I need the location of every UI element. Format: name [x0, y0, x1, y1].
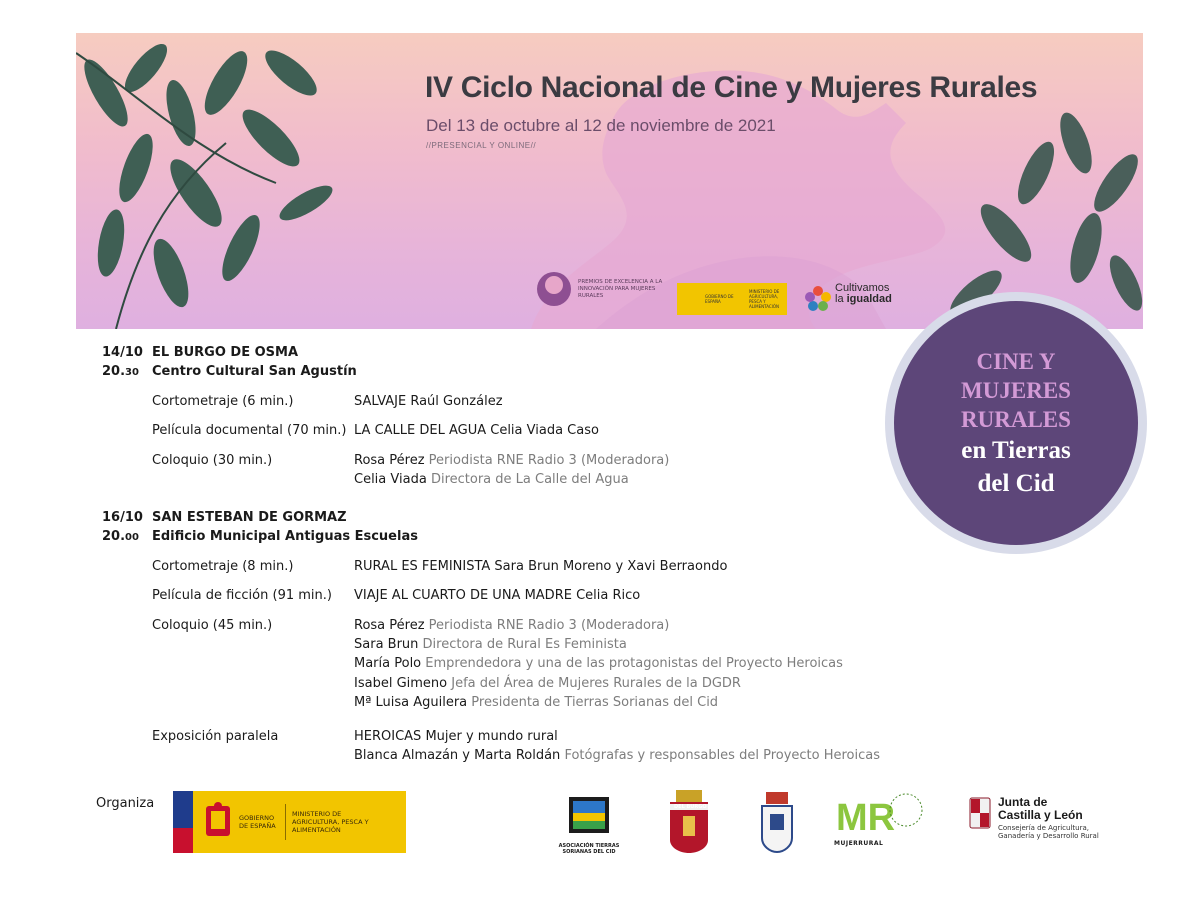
item-title: VIAJE AL CUARTO DE UNA MADRE Celia Rico [354, 588, 641, 603]
item-title: SALVAJE Raúl González [354, 394, 503, 409]
junta-name-line: Castilla y León [998, 808, 1083, 822]
event-venue: Edificio Municipal Antiguas Escuelas [152, 529, 418, 544]
badge-line: del Cid [977, 469, 1055, 497]
la-text: la [835, 293, 844, 305]
head-icon [538, 269, 572, 309]
junta-name-line: Junta de [998, 795, 1048, 809]
participant [354, 656, 843, 671]
burgo-text: DEL BURGO [674, 804, 707, 810]
item-type: Película documental (70 min.) [152, 423, 347, 438]
event-venue: Centro Cultural San Agustín [152, 364, 357, 379]
participant-role: Directora de La Calle del Agua [430, 472, 629, 487]
event-date: 16/10 [102, 510, 143, 525]
event-time [102, 364, 139, 379]
badge-line: MUJERES [961, 377, 1071, 403]
participant-role: Jefa del Área de Mujeres Rurales de la DGDR [451, 676, 741, 691]
event-town: SAN ESTEBAN DE GORMAZ [152, 510, 347, 525]
gobierno-text: GOBIERNO DE ESPAÑA [239, 814, 276, 830]
mujer-rural-text: MUJERRURAL [834, 840, 884, 847]
mujer-rural-emblem-icon [834, 792, 930, 836]
item-type: Exposición paralela [152, 729, 279, 744]
castilla-leon-coat-of-arms-icon [968, 796, 992, 834]
participant-role: Periodista RNE Radio 3 (Moderadora) [428, 453, 670, 468]
junta-castilla-leon-logo [968, 796, 1099, 840]
gobierno-espana-logo-small [677, 283, 787, 315]
asociacion-emblem-icon [567, 795, 611, 835]
participant-name: Celia Viada [354, 472, 427, 487]
consejeria-line: Ganadería y Desarrollo Rural [998, 832, 1099, 840]
participant-role: Fotógrafas y responsables del Proyecto Heroicas [564, 748, 881, 763]
item-title: RURAL ES FEMINISTA Sara Brun Moreno y Xavi Berraondo [354, 559, 728, 574]
premios-excelencia-logo [538, 269, 668, 309]
badge-line: CINE Y [976, 348, 1056, 374]
event-mode: //PRESENCIAL Y ONLINE// [426, 141, 537, 150]
logo-divider [285, 804, 286, 840]
gobierno-espana-logo [173, 791, 406, 853]
participant [354, 695, 718, 710]
badge-line: RURALES [961, 406, 1071, 432]
participant-name: María Polo [354, 656, 422, 671]
participant [354, 453, 669, 468]
participant [354, 618, 669, 633]
participant [354, 676, 741, 691]
cultivamos-text: Cultivamos [835, 282, 890, 294]
participant [354, 472, 629, 487]
participant [354, 637, 627, 652]
cine-mujeres-rurales-badge [894, 301, 1138, 545]
burgo-de-osma-coat-of-arms-icon [668, 790, 710, 854]
event-title: IV Ciclo Nacional de Cine y Mujeres Rurales [425, 71, 1038, 104]
item-type: Cortometraje (6 min.) [152, 394, 294, 409]
participant-name: Isabel Gimeno [354, 676, 448, 691]
time-hour: 20. [102, 364, 126, 379]
item-title: LA CALLE DEL AGUA Celia Viada Caso [354, 423, 599, 438]
event-dates: Del 13 de octubre al 12 de noviembre de 2021 [426, 116, 776, 135]
consejeria-line: Consejería de Agricultura, [998, 824, 1089, 832]
participant-role: Presidenta de Tierras Sorianas del Cid [471, 695, 719, 710]
flag-strip [173, 791, 193, 853]
participant-name: Sara Brun [354, 637, 419, 652]
time-minutes: 00 [125, 532, 139, 543]
header-banner [76, 33, 1143, 329]
ministerio-text: MINISTERIO DE AGRICULTURA, PESCA Y ALIMENTACIÓN [292, 810, 369, 834]
asociacion-text: ASOCIACIÓN TIERRAS SORIANAS DEL CID [558, 843, 620, 855]
item-title: HEROICAS Mujer y mundo rural [354, 729, 558, 744]
time-minutes: 30 [125, 367, 139, 378]
participant-name: Blanca Almazán y Marta Roldán [354, 748, 561, 763]
asociacion-tierras-sorianas-logo [549, 795, 629, 855]
participant-name: Mª Luisa Aguilera [354, 695, 468, 710]
item-type: Película de ficción (91 min.) [152, 588, 332, 603]
participant-name: Rosa Pérez [354, 453, 425, 468]
participant-role: Periodista RNE Radio 3 (Moderadora) [428, 618, 670, 633]
mujer-rural-logo [834, 792, 930, 847]
san-esteban-coat-of-arms-icon [760, 792, 794, 854]
organiza-label: Organiza [96, 796, 155, 811]
participant-role: Directora de Rural Es Feminista [422, 637, 627, 652]
event-date: 14/10 [102, 345, 143, 360]
cultivamos-igualdad-logo [805, 283, 892, 305]
event-town: EL BURGO DE OSMA [152, 345, 299, 360]
svg-text:MR: MR [836, 797, 896, 836]
participant-name: Rosa Pérez [354, 618, 425, 633]
gobierno-text: GOBIERNO DE ESPAÑA [705, 294, 734, 304]
premios-logo-text: PREMIOS DE EXCELENCIA A LA INNOVACIÓN PARA MUJERES RURALES [578, 278, 663, 299]
item-type: Coloquio (30 min.) [152, 453, 273, 468]
event-time [102, 529, 139, 544]
ministerio-text: MINISTERIO DE AGRICULTURA, PESCA Y ALIMENTACIÓN [749, 289, 780, 309]
igualdad-text: igualdad [846, 293, 892, 305]
item-type: Coloquio (45 min.) [152, 618, 273, 633]
badge-line: en Tierras [961, 436, 1071, 464]
participant [354, 748, 880, 763]
participant-role: Emprendedora y una de las protagonistas del Proyecto Heroicas [425, 656, 843, 671]
coat-of-arms-icon [203, 802, 233, 842]
time-hour: 20. [102, 529, 126, 544]
item-type: Cortometraje (8 min.) [152, 559, 294, 574]
